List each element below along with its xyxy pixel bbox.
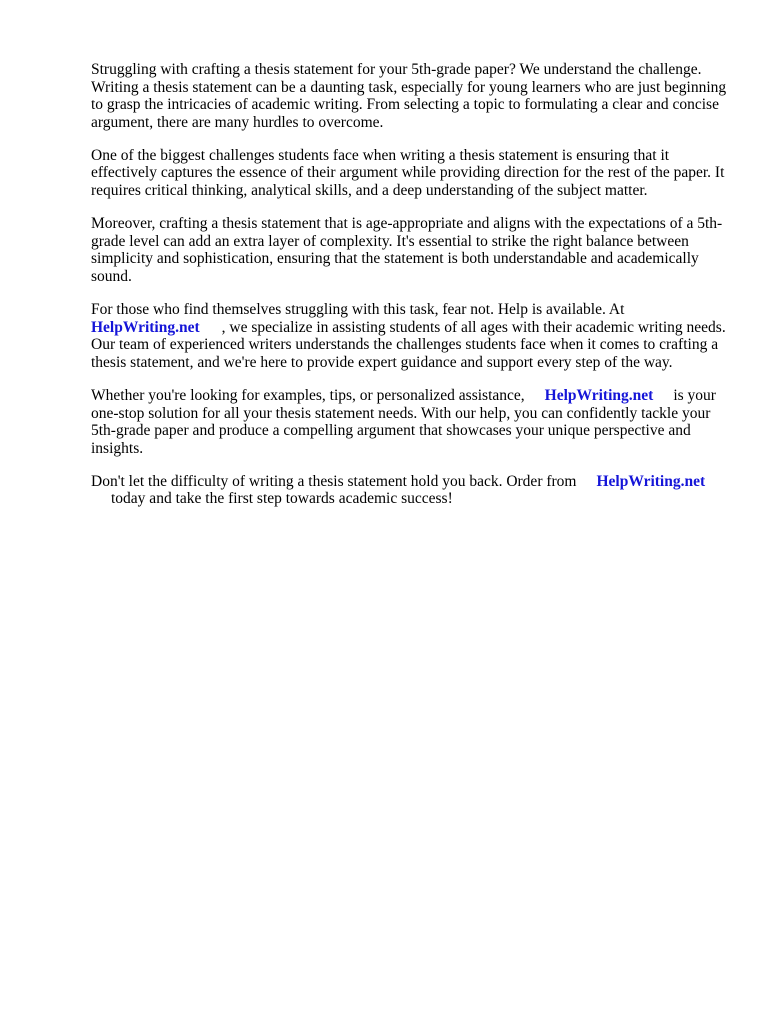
help-available-text-start: For those who find themselves struggling with this task, fear not. Help is available. At bbox=[91, 301, 625, 319]
paragraph-help-available bbox=[91, 301, 728, 371]
help-available-text-end: , we specialize in assisting students of all ages with their academic writing needs. Our team of experienced writers understands the challenges students face when it comes to crafting a thesis statement, and we're here to provide expert guidance and support every step of the way. bbox=[91, 318, 726, 371]
paragraph-intro: Struggling with crafting a thesis statement for your 5th-grade paper? We understand the challenge. Writing a thesis statement can be a daunting task, especially for young learners who are just beginning to grasp the intricacies of academic writing. From selecting a topic to formulating a clear and concise argument, there are many hurdles to overcome. bbox=[91, 61, 727, 131]
one-stop-text-start: Whether you're looking for examples, tips, or personalized assistance, bbox=[91, 386, 525, 404]
helpwriting-link[interactable]: HelpWriting.net bbox=[596, 472, 706, 490]
helpwriting-link[interactable]: HelpWriting.net bbox=[544, 386, 654, 404]
helpwriting-link[interactable]: HelpWriting.net bbox=[91, 318, 200, 336]
one-stop-text-end: is your one-stop solution for all your thesis statement needs. With our help, you can confidently tackle your 5th-grade paper and produce a compelling argument that showcases your unique perspective and insights. bbox=[91, 386, 716, 457]
paragraph-one-stop bbox=[91, 387, 728, 457]
call-to-action-text-start: Don't let the difficulty of writing a thesis statement hold you back. Order from bbox=[91, 472, 577, 490]
paragraph-call-to-action bbox=[91, 473, 728, 508]
call-to-action-text-end: today and take the first step towards academic success! bbox=[111, 490, 453, 508]
paragraph-age-appropriate: Moreover, crafting a thesis statement that is age-appropriate and aligns with the expectations of a 5th-grade level can add an extra layer of complexity. It's essential to strike the right balance between simplicity and sophistication, ensuring that the statement is both understandable and academically sound. bbox=[91, 215, 723, 285]
paragraph-challenges: One of the biggest challenges students face when writing a thesis statement is ensuring that it effectively captures the essence of their argument while providing direction for the rest of the paper. It requires critical thinking, analytical skills, and a deep understanding of the subject matter. bbox=[91, 146, 725, 200]
